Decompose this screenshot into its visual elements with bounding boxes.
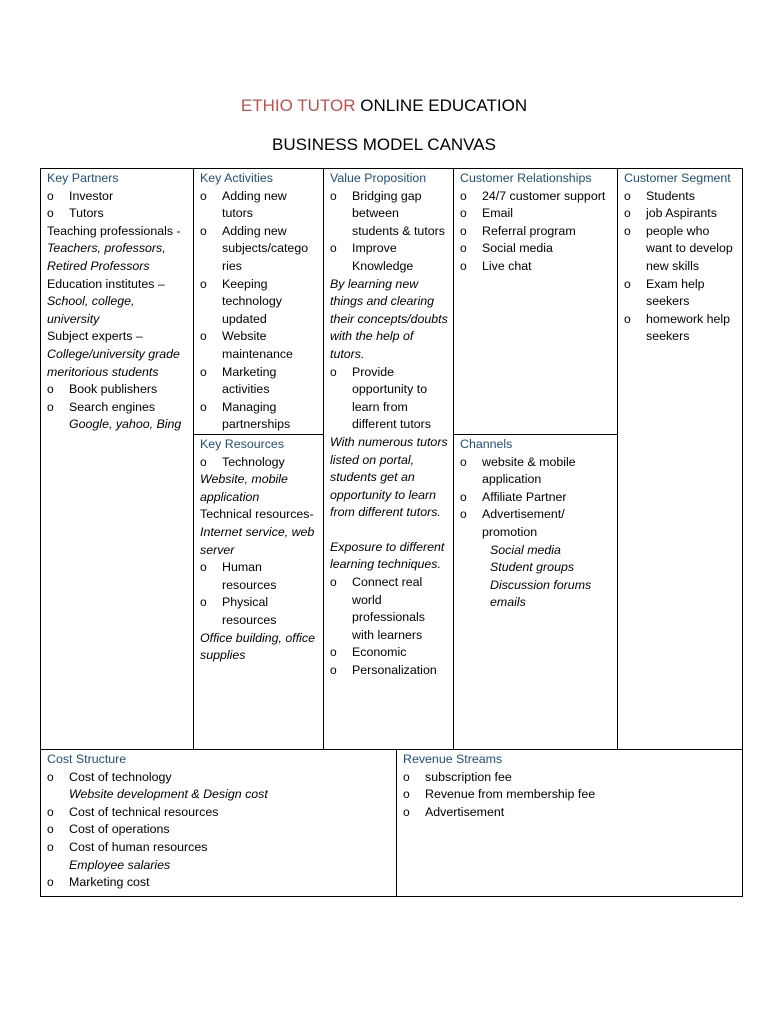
education-institutes-label: Education institutes – [47,276,165,291]
channels-heading: Channels [460,437,513,451]
key-activities-block [200,170,319,434]
list-item: o Keeping technology updated [200,276,319,329]
cost-structure-cell [41,750,397,897]
list-item: o Students [624,188,738,206]
channels-sub-item: emails [490,595,526,610]
value-proposition-heading: Value Proposition [330,171,427,185]
subject-experts-label: Subject experts – [47,329,143,344]
physical-resources-detail: Office building, office supplies [200,630,316,663]
list-item: o job Aspirants [624,205,738,223]
key-resources-list-2 [200,559,319,629]
search-engines-detail: Google, yahoo, Bing [69,417,182,432]
channels-sub-item: Student groups [490,560,575,575]
title-rest: ONLINE EDUCATION [360,96,528,115]
list-item: o Improve Knowledge [330,240,449,275]
list-item: o Cost of technology [47,769,392,787]
business-model-canvas-bottom [40,749,743,897]
value-text-3: Exposure to different learning techniques. [330,539,445,572]
list-item: o Investor [47,188,189,206]
value-proposition-cell [324,169,454,750]
education-institutes-detail: School, college, university [47,294,135,326]
list-item: o website & mobile application [460,454,613,489]
subject-experts-detail: College/university grade meritorious students [47,346,180,379]
list-item: o people who want to develop new skills [624,223,738,276]
list-item: o Cost of human resources [47,839,392,857]
cost-structure-list [47,769,392,787]
list-item: o 24/7 customer support [460,188,613,206]
key-resources-list [200,454,319,472]
cost-technology-detail: Website development & Design cost [69,787,268,802]
key-resources-block [194,434,323,665]
cost-structure-list-3 [47,874,392,892]
value-text-1: By learning new things and clearing their concepts/doubts with the help of tutors. [330,276,448,361]
list-item: o Revenue from membership fee [403,786,738,804]
customer-segment-list [624,188,738,346]
revenue-streams-cell [397,750,743,897]
document-title [0,96,768,116]
channels-sub-item: Social media [490,542,561,557]
document-subtitle: BUSINESS MODEL CANVAS [272,135,496,154]
channels-block [454,434,617,612]
list-item: o Personalization [330,662,449,680]
technical-resources-detail: Internet service, web server [200,524,315,557]
key-partners-heading: Key Partners [47,171,119,185]
technical-resources-label: Technical resources- [200,507,314,522]
value-proposition-list-3 [330,574,449,680]
value-text-2: With numerous tutors listed on portal, students get an opportunity to learn from different tutors. [330,434,448,520]
list-item: o Economic [330,644,449,662]
list-item: o Adding new subjects/catego ries [200,223,319,276]
customer-segment-heading: Customer Segment [624,171,731,185]
revenue-streams-list [403,769,738,822]
customer-segment-cell [618,169,743,750]
list-item: o Human resources [200,559,319,594]
brand-name: ETHIO TUTOR [240,96,356,115]
list-item: o Technology [200,454,319,472]
list-item: o Connect real world professionals with learners [330,574,449,644]
list-item: o Physical resources [200,594,319,629]
key-activities-list [200,188,319,434]
teaching-professionals-detail: Teachers, professors, Retired Professors [47,241,166,273]
list-item: o Advertisement/ promotion [460,506,613,541]
key-partners-cell [41,169,194,750]
list-item: o Adding new tutors [200,188,319,223]
list-item: o Marketing cost [47,874,392,892]
list-item: o Search engines [47,399,189,417]
list-item: o Affiliate Partner [460,489,613,507]
list-item: o Referral program [460,223,613,241]
list-item: o Advertisement [403,804,738,822]
key-activities-resources-cell [194,169,324,750]
cost-structure-heading: Cost Structure [47,752,127,766]
customer-relationships-block [460,170,613,434]
channels-sub-item: Discussion forums [490,577,592,592]
key-resources-heading: Key Resources [200,437,285,451]
list-item: o Email [460,205,613,223]
list-item: o subscription fee [403,769,738,787]
customer-relationships-heading: Customer Relationships [460,171,592,185]
list-item: o Live chat [460,258,613,276]
customer-relationships-channels-cell [454,169,618,750]
list-item: o Tutors [47,205,189,223]
list-item: o Provide opportunity to learn from different tutors [330,364,449,434]
cost-structure-list-2 [47,804,392,857]
list-item: o Social media [460,240,613,258]
list-item: o Book publishers [47,381,189,399]
channels-list [460,454,613,542]
revenue-streams-heading: Revenue Streams [403,752,503,766]
key-partners-list [47,188,189,223]
list-item: o Website maintenance [200,328,319,363]
human-resources-detail: Employee salaries [69,857,171,872]
list-item: o Marketing activities [200,364,319,399]
list-item: o homework help seekers [624,311,738,346]
list-item: o Exam help seekers [624,276,738,311]
business-model-canvas [40,168,743,750]
key-activities-heading: Key Activities [200,171,273,185]
customer-relationships-list [460,188,613,276]
value-proposition-list-2 [330,364,449,434]
value-proposition-list [330,188,449,276]
teaching-professionals-label: Teaching professionals - [47,223,181,238]
key-partners-list-2 [47,381,189,416]
technology-detail: Website, mobile application [200,472,288,504]
list-item: o Cost of technical resources [47,804,392,822]
list-item: o Managing partnerships [200,399,319,434]
list-item: o Cost of operations [47,821,392,839]
list-item: o Bridging gap between students & tutors [330,188,449,241]
